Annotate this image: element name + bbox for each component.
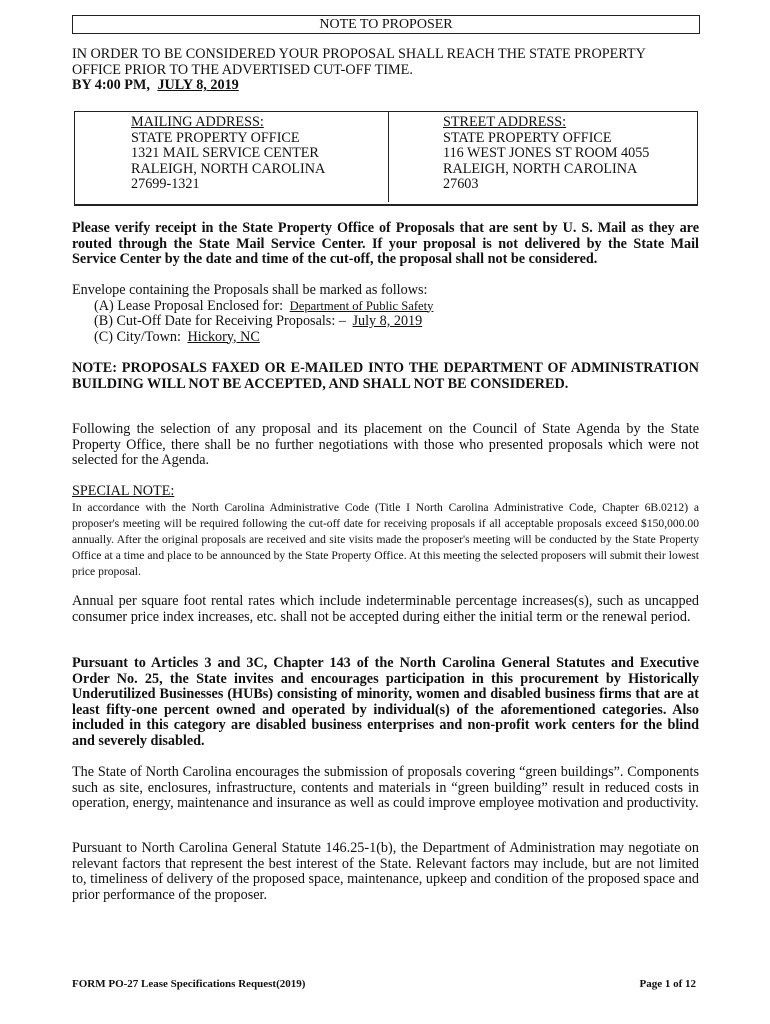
envelope-instructions (72, 283, 699, 345)
following-paragraph: Following the selection of any proposal and its placement on the Council of State Agenda by the State Property Office, there shall be no further negotiations with those who presented proposals which were not selected for the Agenda. (72, 421, 699, 468)
envelope-item-a-value: Department of Public Safety (289, 298, 434, 313)
envelope-item-c (72, 330, 699, 346)
hub-paragraph: Pursuant to Articles 3 and 3C, Chapter 143 of the North Carolina General Statutes and Executive Order No. 25, the State invites and encourages participation in this procurement by Historically Underutilized Businesses (HUBs) consisting of minority, women and disabled business firms that are at least fifty-one percent owned and operated by individual(s) of the aforementioned categories. Also included in this category are disabled business enterprises and non-profit work centers for the blind and severely disabled. (72, 655, 699, 749)
mailing-address-line: STATE PROPERTY OFFICE (131, 129, 300, 146)
address-divider (388, 112, 389, 202)
intro-block (72, 47, 699, 94)
street-address (443, 115, 649, 193)
mailing-address-line: 1321 MAIL SERVICE CENTER (131, 145, 319, 162)
footer-page-number: Page 1 of 12 (639, 978, 696, 990)
envelope-item-b-label: (B) Cut-Off Date for Receiving Proposals: – (94, 313, 346, 329)
street-address-heading: STREET ADDRESS: (443, 114, 567, 130)
mailing-address-heading: MAILING ADDRESS: (131, 114, 264, 130)
mailing-address-line: RALEIGH, NORTH CAROLINA (131, 160, 326, 177)
address-box (74, 111, 698, 206)
envelope-item-a (72, 299, 699, 315)
special-note-body: In accordance with the North Carolina Administrative Code (Title I North Carolina Administrative Code, Chapter 6B.0212) a proposer's meeting will be required following the cut-off date for receiving proposals if all acceptable proposals exceed $150,000.00 annually. After the original proposals are received and site visits made the proposer's meeting will be conducted by the State Property Office at a time and place to be announced by the State Property Office. At this meeting the selected proposers will submit their lowest price proposal. (72, 500, 699, 579)
street-address-line: 116 WEST JONES ST ROOM 4055 (443, 145, 650, 162)
envelope-item-c-label: (C) City/Town: (94, 328, 181, 345)
deadline-date: JULY 8, 2019 (157, 77, 239, 93)
statute-paragraph: Pursuant to North Carolina General Statute 146.25-1(b), the Department of Administration may negotiate on relevant factors that represent the best interest of the State. Relevant factors may include, but are not limited to, timeliness of delivery of the proposed space, maintenance, upkeep and condition of the proposed space and prior performance of the proposer. (72, 840, 699, 903)
envelope-item-a-label: (A) Lease Proposal Enclosed for: (94, 297, 284, 314)
mailing-address (131, 115, 325, 193)
green-buildings-paragraph: The State of North Carolina encourages the submission of proposals covering “green buildings”. Components such as site, enclosures, infrastructure, contents and materials in “green building” result in reduced costs in operation, energy, maintenance and insurance as well as could improve employee motivation and productivity. (72, 764, 699, 811)
page-title: NOTE TO PROPOSER (72, 15, 700, 34)
intro-line-2: OFFICE PRIOR TO THE ADVERTISED CUT-OFF TIME. (72, 61, 413, 78)
faxed-note: NOTE: PROPOSALS FAXED OR E-MAILED INTO THE DEPARTMENT OF ADMINISTRATION BUILDING WILL NOT BE ACCEPTED, AND SHALL NOT BE CONSIDERED. (72, 360, 699, 392)
street-address-line: RALEIGH, NORTH CAROLINA (443, 160, 638, 177)
envelope-item-b-value: July 8, 2019 (352, 313, 423, 329)
mailing-address-line: 27699-1321 (131, 176, 200, 193)
deadline-prefix: BY 4:00 PM, (72, 77, 150, 93)
street-address-line: STATE PROPERTY OFFICE (443, 129, 612, 146)
envelope-item-b (72, 314, 699, 330)
intro-line-1: IN ORDER TO BE CONSIDERED YOUR PROPOSAL SHALL REACH THE STATE PROPERTY (72, 46, 646, 62)
annual-rates-paragraph: Annual per square foot rental rates which include indeterminable percentage increases(s), such as uncapped consumer price index increases, etc. shall not be accepted during either the initial term or the renewal period. (72, 593, 699, 625)
special-note (72, 484, 699, 581)
footer-form-label: FORM PO-27 Lease Specifications Request(2019) (72, 978, 306, 990)
envelope-intro: Envelope containing the Proposals shall be marked as follows: (72, 282, 428, 298)
verify-receipt-paragraph: Please verify receipt in the State Property Office of Proposals that are sent by U. S. Mail as they are routed through the State Mail Service Center. If your proposal is not delivered by the State Mail Service Center by the date and time of the cut-off, the proposal shall not be considered. (72, 220, 699, 267)
deadline-line (72, 78, 699, 94)
special-note-heading: SPECIAL NOTE: (72, 483, 175, 499)
street-address-line: 27603 (443, 176, 479, 193)
envelope-item-c-value: Hickory, NC (187, 328, 260, 345)
